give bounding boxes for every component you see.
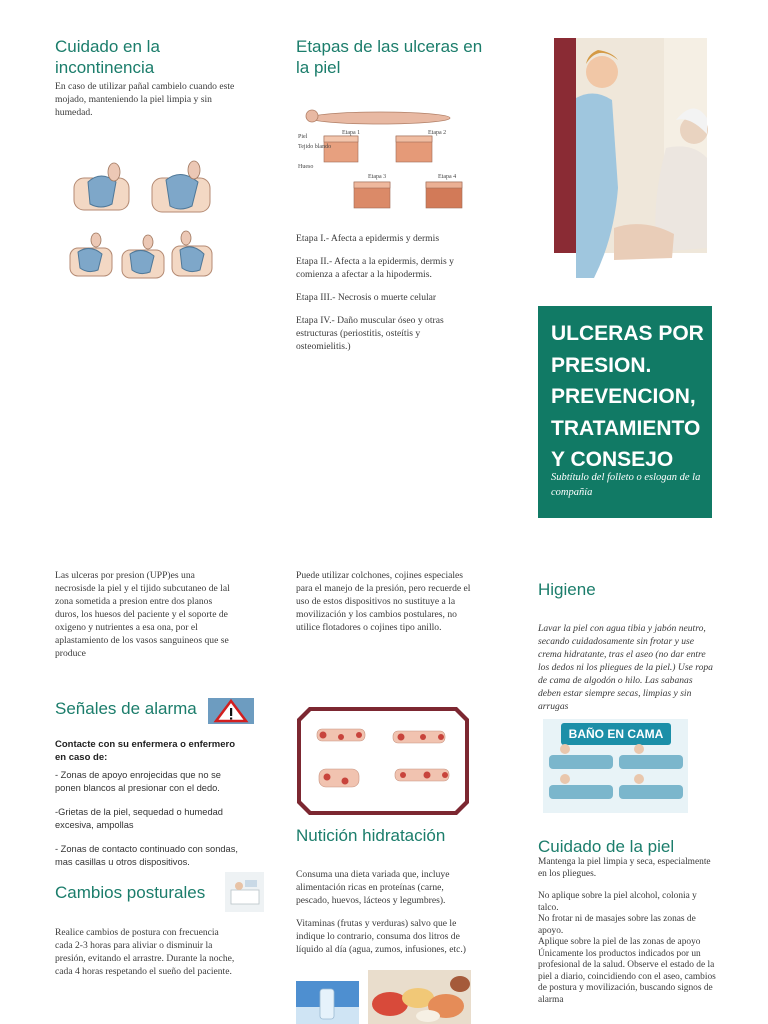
postural-text: Realice cambios de postura con frecuencia cada 2-3 horas para aliviar o disminuir la presión, evitando el arrastre. Durante la noche, cada 4 horas respetando el sueño del paciente. bbox=[55, 927, 235, 977]
alarm-heading-row bbox=[55, 698, 255, 724]
alarm-lead-text: Contacte con su enfermera o enfermero en caso de: bbox=[55, 739, 236, 763]
fig-label-tejido: Tejido blando bbox=[298, 144, 332, 150]
stages-list bbox=[296, 232, 476, 363]
skin-care-line: Mantenga la piel limpia y seca, especialmente en los pliegues. bbox=[538, 857, 711, 879]
upp-definition: Las ulceras por presion (UPP)es una necrosisde la piel y el tijido subcutaneo de lal zona sometida a presion entre dos planos duros, los huesos del paciente y el soporte de oxigeno y nutrientes a esa ona, por el aplastamiento de los vasos sanguineos que se produce bbox=[55, 570, 230, 659]
stage-2-text: Etapa II.- Afecta a la epidermis, dermis y comienza a afectar a la hipodermis. bbox=[296, 256, 454, 280]
skin-care-line: No frotar ni de masajes sobre las zonas de apoyo. bbox=[538, 914, 696, 936]
diaper-change-illustration bbox=[66, 160, 216, 288]
alarm-heading: Señales de alarma bbox=[55, 699, 197, 718]
skin-care-line: Aplique sobre la piel de las zonas de apoyo bbox=[538, 937, 701, 947]
pressure-points-figure bbox=[297, 707, 469, 815]
stage-3-text: Etapa III.- Necrosis o muerte celular bbox=[296, 292, 437, 303]
panel-incontinence bbox=[55, 36, 235, 119]
postural-thumbnail bbox=[225, 872, 264, 912]
devices-text: Puede utilizar colchones, cojines especiales para el manejo de la presión, pero recuerde el uso de estos dispositivos no sustituye a la movilización y los cambios postulares, no utilice flotadores o cojines tipo anillo. bbox=[296, 570, 471, 633]
fig-label-piel: Piel bbox=[298, 134, 308, 140]
incontinence-heading: Cuidado en la incontinencia bbox=[55, 37, 160, 77]
skin-care-heading: Cuidado de la piel bbox=[538, 837, 675, 856]
nutrition-para-1: Consuma una dieta variada que, incluye alimentación ricas en proteínas (carne, pescado, huevos, lácteos y legumbres). bbox=[296, 869, 450, 906]
alarm-item: - Zonas de contacto continuado con sondas, mas casillas u otros dispositivos. bbox=[55, 844, 238, 867]
nutrition-text bbox=[296, 868, 476, 956]
cover-title: ULCERAS POR PRESION. PREVENCION, TRATAMIENTO Y CONSEJO bbox=[551, 322, 704, 471]
incontinence-text: En caso de utilizar pañal cambielo cuando este mojado, manteniendo la piel limpia y sin humedad. bbox=[55, 81, 235, 118]
cover-subtitle: Subtítulo del folleto o eslogan de la compañía bbox=[551, 472, 701, 498]
skin-care-spacer bbox=[538, 880, 716, 891]
fig-label-etapa2: Etapa 2 bbox=[428, 130, 447, 136]
nurse-patient-photo bbox=[554, 38, 707, 301]
cover-title-block bbox=[538, 306, 712, 518]
skin-care-line: Únicamente los productos indicados por un profesional de la salud. Observe el estado de la piel a diario, coincidiendo con el aseo, cambios de postura y movilización, buscando signos de alarma bbox=[538, 948, 716, 1005]
warning-icon bbox=[208, 698, 254, 724]
alarm-list bbox=[55, 769, 240, 869]
fig-label-etapa1: Etapa 1 bbox=[342, 130, 361, 136]
nutrition-para-2: Vitaminas (frutas y verduras) salvo que le indique lo contrario, consuma dos litros de líquido al día (agua, zumos, infusiones, etc.) bbox=[296, 918, 466, 955]
bed-bath-illustration bbox=[543, 719, 688, 813]
skin-care-text bbox=[538, 857, 716, 1006]
stage-1-text: Etapa I.- Afecta a epidermis y dermis bbox=[296, 233, 440, 244]
alarm-item: - Zonas de apoyo enrojecidas que no se ponen blancos al presionar con el dedo. bbox=[55, 770, 221, 793]
panel-stages bbox=[296, 36, 486, 78]
fig-label-etapa4: Etapa 4 bbox=[438, 174, 457, 180]
alarm-lead bbox=[55, 738, 240, 764]
stages-heading: Etapas de las ulceras en la piel bbox=[296, 37, 483, 77]
bed-bath-label: BAÑO EN CAMA bbox=[568, 727, 664, 741]
stage-4-text: Etapa IV.- Daño muscular óseo y otras estructuras (periostitis, osteítis y osteomielitis.) bbox=[296, 315, 444, 352]
fig-label-hueso: Hueso bbox=[298, 164, 314, 170]
nutrition-heading: Nutición hidratación bbox=[296, 826, 446, 845]
skin-care-line: No aplique sobre la piel alcohol, colonia y talco. bbox=[538, 891, 697, 913]
hygiene-heading: Higiene bbox=[538, 580, 596, 599]
food-photo bbox=[368, 970, 471, 1024]
postural-heading: Cambios posturales bbox=[55, 883, 206, 902]
hygiene-text: Lavar la piel con agua tibia y jabón neutro, secando cuidadosamente sin frotar y use crema hidratante, tras el aseo (no dar entre los dedos ni los pliegues de la piel.) Use ropa de cama de algodón o hilo. Las sabanas deben estar siempre secas, limpias y sin arrugas bbox=[538, 623, 713, 712]
ulcer-stages-figure bbox=[296, 104, 472, 218]
water-photo bbox=[296, 981, 359, 1024]
fig-label-etapa3: Etapa 3 bbox=[368, 174, 387, 180]
alarm-item: -Grietas de la piel, sequedad o humedad excesiva, ampollas bbox=[55, 807, 223, 830]
